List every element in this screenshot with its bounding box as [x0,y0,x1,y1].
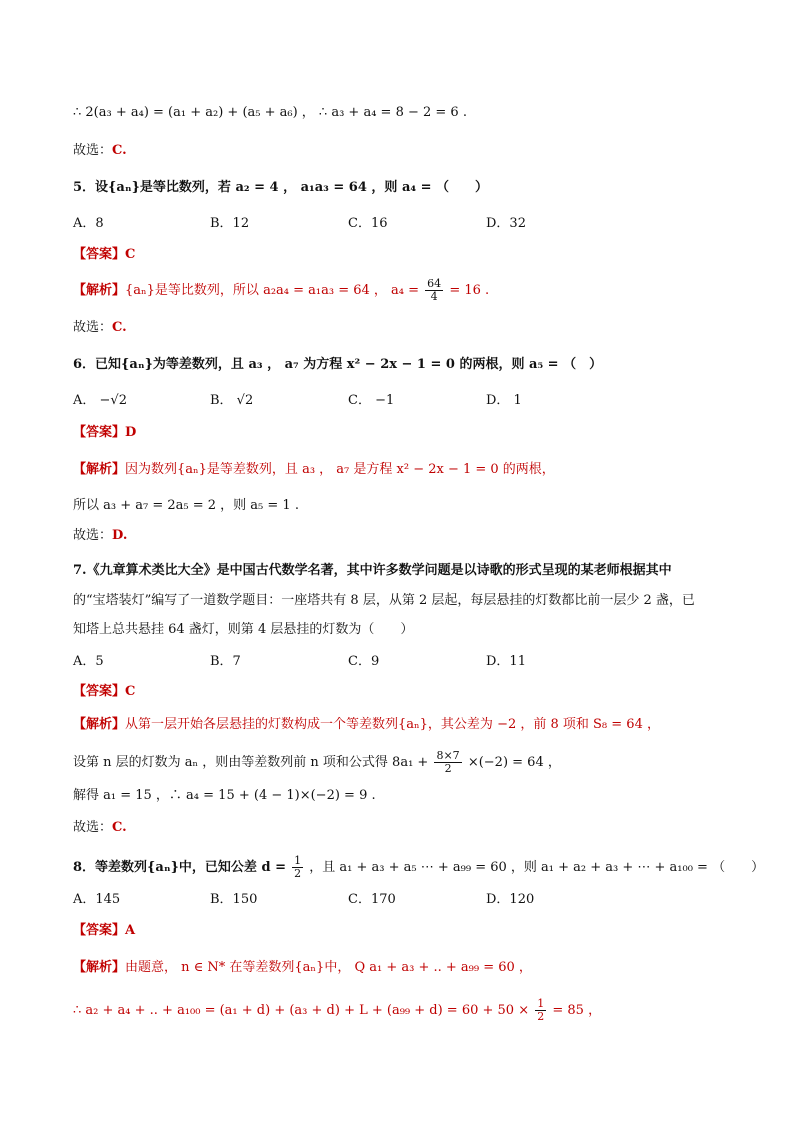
fraction: $\frac{8\times 7}{2}$ [436,749,460,775]
q6-analysis: 【解析】因为数列{aₙ}是等差数列，且 a₃ ， a₇ 是方程 x² − 2x − 1 = 0 的两根， [73,462,555,477]
choice-value: D. [112,528,128,543]
choose-line-q7: 故选：C. [73,820,127,835]
question-7-stem-2: 的“宝塔装灯”编写了一道数学题目：一座塔共有 8 层，从第 2 层起，每层悬挂的灯数都比前一层少 2 盏，已 [73,593,695,608]
q5-option-b: B．12 [210,216,250,231]
q7-analysis-3: 解得 a₁ = 15 ，∴ a₄ = 15 + (4 − 1)×(−2) = 9 . [73,788,376,803]
choose-line-q5: 故选：C. [73,320,127,335]
fraction: $\frac{1}{2}$ [537,997,545,1023]
q7-option-c: C．9 [348,654,380,669]
q6-answer: 【答案】D [73,425,137,440]
q8-analysis: 【解析】由题意， n ∈ N* 在等差数列{aₙ}中， Q a₁ + a₃ + .. + a₉₉ = 60 ， [73,960,532,975]
q7-analysis-2: 设第 n 层的灯数为 aₙ ，则由等差数列前 n 项和公式得 8a₁ + $\frac{8\times 7}{2}$ ×(−2) = 64 ， [73,749,561,775]
q7-option-d: D．11 [486,654,526,669]
fraction: $\frac{64}{4}$ [427,277,442,303]
q6-option-a: A． −√2 [73,393,127,408]
q6-option-c: C． −1 [348,393,395,408]
q8-answer: 【答案】A [73,923,136,938]
choose-line-q4: 故选：C. [73,143,127,158]
q7-analysis: 【解析】从第一层开始各层悬挂的灯数构成一个等差数列{aₙ}，其公差为 −2 ，前 8 项和 S₈ = 64 ， [73,717,660,732]
choice-value: C. [112,143,127,158]
q8-option-c: C．170 [348,892,396,907]
q5-analysis: 【解析】{aₙ}是等比数列，所以 a₂a₄ = a₁a₃ = 64 ， a₄ = $\frac{64}{4}$ = 16 . [73,277,490,303]
choice-value: C. [112,820,127,835]
derivation-line: ∴ 2(a₃ + a₄) = (a₁ + a₂) + (a₅ + a₆) ， ∴ a₃ + a₄ = 8 − 2 = 6 . [73,105,467,120]
question-7-stem-3: 知塔上总共悬挂 64 盏灯，则第 4 层悬挂的灯数为（ ） [73,622,414,637]
q7-option-b: B．7 [210,654,241,669]
question-5-stem: 5．设{aₙ}是等比数列，若 a₂ = 4 ， a₁a₃ = 64 ，则 a₄ = （ ） [73,180,489,195]
question-8-stem: 8．等差数列{aₙ}中，已知公差 d = $\frac{1}{2}$ ，且 a₁ + a₃ + a₅ ⋯ + a₉₉ = 60 ，则 a₁ + a₂ + a₃ + ⋯ + a₁₀₀ = （ ） [73,854,765,880]
q6-analysis-2: 所以 a₃ + a₇ = 2a₅ = 2 ，则 a₅ = 1 . [73,498,299,513]
choice-value: C. [112,320,127,335]
q5-option-d: D．32 [486,216,526,231]
q5-option-a: A．8 [73,216,104,231]
q5-option-c: C．16 [348,216,388,231]
q7-option-a: A．5 [73,654,104,669]
q8-analysis-2: ∴ a₂ + a₄ + .. + a₁₀₀ = (a₁ + d) + (a₃ + d) + L + (a₉₉ + d) = 60 + 50 × $\frac{1}{2}$ = 85 ， [73,997,602,1023]
fraction: $\frac{1}{2}$ [294,854,302,880]
q5-answer: 【答案】C [73,247,136,262]
question-7-stem-1: 7.《九章算术类比大全》是中国古代数学名著，其中许多数学问题是以诗歌的形式呈现的某老师根据其中 [73,563,672,578]
q8-option-b: B．150 [210,892,258,907]
q8-option-a: A．145 [73,892,121,907]
q6-option-b: B． √2 [210,393,254,408]
q6-option-d: D． 1 [486,393,522,408]
question-6-stem: 6．已知{aₙ}为等差数列，且 a₃ ， a₇ 为方程 x² − 2x − 1 = 0 的两根，则 a₅ = （ ） [73,357,603,372]
choose-line-q6: 故选：D. [73,528,128,543]
q7-answer: 【答案】C [73,684,136,699]
q8-option-d: D．120 [486,892,535,907]
